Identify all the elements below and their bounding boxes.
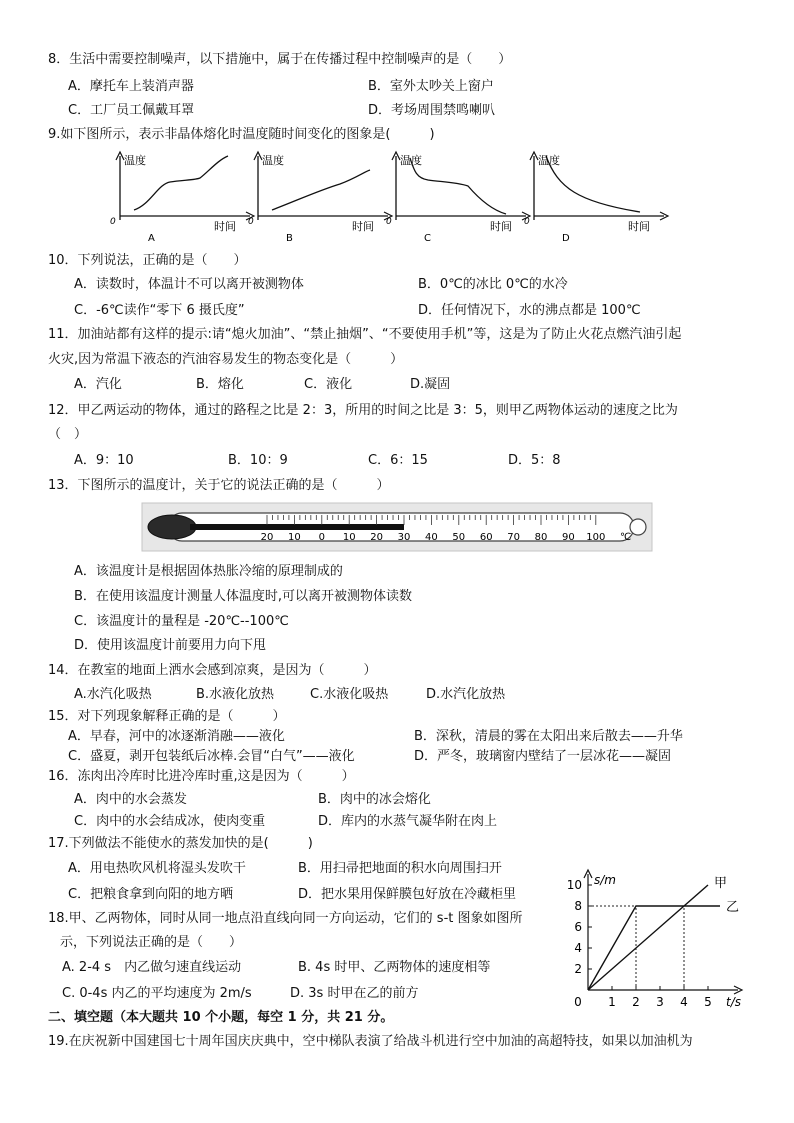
scale-label: 70 bbox=[507, 532, 520, 543]
temperature-curve bbox=[134, 156, 228, 210]
q18-option-a: A. 2-4 s 内乙做匀速直线运动 bbox=[62, 960, 242, 975]
y-axis-label: 温度 bbox=[400, 154, 422, 167]
y-axis-label: 温度 bbox=[538, 154, 560, 167]
q18-stem-line2: 示，下列说法正确的是（ ） bbox=[60, 935, 243, 950]
scale-label: 50 bbox=[452, 532, 466, 543]
q12-stem-line1: 12．甲乙两运动的物体，通过的路程之比是 2：3，所用的时间之比是 3：5，则甲乙两物体运动的速度之比为 bbox=[48, 403, 678, 418]
origin-label: 0 bbox=[386, 217, 392, 227]
scale-label: 30 bbox=[397, 532, 411, 543]
graph-tag: D bbox=[562, 233, 570, 244]
q13-option-a: A．该温度计是根据固体热胀冷缩的原理制成的 bbox=[74, 564, 343, 579]
q13-option-d: D．使用该温度计前要用力向下甩 bbox=[74, 638, 267, 653]
q9-graph-b bbox=[248, 152, 392, 244]
liquid-column bbox=[190, 524, 404, 530]
q19-stem: 19.在庆祝新中国建国七十周年国庆庆典中，空中梯队表演了给战斗机进行空中加油的高超特技，如果以加油机为 bbox=[48, 1034, 693, 1049]
section-2-heading: 二、填空题（本大题共 10 个小题，每空 1 分，共 21 分。 bbox=[48, 1010, 394, 1025]
q15-option-a: A．早春，河中的冰逐渐消融——液化 bbox=[68, 729, 285, 744]
q14-option-a: A.水汽化吸热 bbox=[74, 687, 152, 702]
q10-option-a: A．读数时，体温计不可以离开被测物体 bbox=[74, 277, 304, 292]
y-axis-label: 温度 bbox=[262, 154, 284, 167]
q8-option-d: D．考场周围禁鸣喇叭 bbox=[368, 103, 496, 118]
q8-option-c: C．工厂员工佩戴耳罩 bbox=[68, 103, 195, 118]
scale-label: 10 bbox=[342, 532, 356, 543]
q13-stem: 13．下图所示的温度计，关于它的说法正确的是（ ） bbox=[48, 478, 390, 493]
q15-option-c: C．盛夏，剥开包装纸后冰棒.会冒“白气”——液化 bbox=[68, 749, 355, 764]
q10-option-c: C．-6℃读作“零下 6 摄氏度” bbox=[74, 303, 245, 318]
x-tick-label: 4 bbox=[680, 995, 688, 1009]
q15-option-d: D．严冬，玻璃窗内壁结了一层冰花——凝固 bbox=[414, 749, 672, 764]
q10-option-b: B．0℃的冰比 0℃的水冷 bbox=[418, 277, 568, 292]
q15-option-b: B．深秋，清晨的雾在太阳出来后散去——升华 bbox=[414, 729, 683, 744]
x-tick-label: 3 bbox=[656, 995, 664, 1009]
y-tick-label: 6 bbox=[574, 920, 582, 934]
q12-option-a: A．9：10 bbox=[74, 453, 134, 468]
y-tick-label: 8 bbox=[574, 899, 582, 913]
origin-label: 0 bbox=[248, 217, 254, 227]
q16-option-d: D．库内的水蒸气凝华附在肉上 bbox=[318, 814, 498, 829]
q14-option-b: B.水液化放热 bbox=[196, 687, 275, 702]
q12-option-c: C．6：15 bbox=[368, 453, 428, 468]
y-tick-label: 10 bbox=[566, 878, 582, 892]
scale-label: 20 bbox=[260, 532, 274, 543]
q8-option-b: B．室外太吵关上窗户 bbox=[368, 79, 494, 94]
q11-option-c: C．液化 bbox=[304, 377, 353, 392]
q10-stem: 10．下列说法，正确的是（ ） bbox=[48, 253, 247, 268]
q18-option-c: C. 0-4s 内乙的平均速度为 2m/s bbox=[62, 986, 252, 1001]
q16-stem: 16．冻肉出冷库时比进冷库时重,这是因为（ ） bbox=[48, 769, 355, 784]
q10-option-d: D．任何情况下，水的沸点都是 100℃ bbox=[418, 303, 641, 318]
q12-option-b: B．10：9 bbox=[228, 453, 288, 468]
q8-option-a: A．摩托车上装消声器 bbox=[68, 79, 194, 94]
q9-graph-options bbox=[100, 150, 660, 245]
q17-option-d: D．把水果用保鲜膜包好放在冷藏柜里 bbox=[298, 887, 517, 902]
q11-stem-line1: 11．加油站都有这样的提示:请“熄火加油”、“禁止抽烟”、“不要使用手机”等，这是为了防止火花点燃汽油引起 bbox=[48, 327, 682, 342]
x-axis-label: t/s bbox=[726, 995, 741, 1009]
origin-label: 0 bbox=[574, 995, 582, 1009]
scale-label: 20 bbox=[370, 532, 383, 543]
x-axis-label: 时间 bbox=[352, 220, 374, 233]
q9-graph-c bbox=[386, 152, 530, 244]
scale-label: 40 bbox=[425, 532, 438, 543]
series-line-jia bbox=[588, 885, 708, 990]
s-t-chart bbox=[560, 866, 750, 1009]
q11-stem-line2: 火灾,因为常温下液态的汽油容易发生的物态变化是（ ） bbox=[48, 352, 404, 367]
q9-graph-d bbox=[524, 152, 668, 244]
q9-stem: 9.如下图所示，表示非晶体熔化时温度随时间变化的图象是( ) bbox=[48, 127, 435, 142]
temperature-curve bbox=[546, 156, 640, 212]
q14-option-d: D.水汽化放热 bbox=[426, 687, 506, 702]
origin-label: 0 bbox=[524, 217, 530, 227]
temperature-curve bbox=[410, 158, 506, 214]
q17-option-b: B．用扫帚把地面的积水向周围扫开 bbox=[298, 861, 502, 876]
x-tick-label: 2 bbox=[632, 995, 640, 1009]
q8-stem: 8．生活中需要控制噪声，以下措施中，属于在传播过程中控制噪声的是（ ） bbox=[48, 52, 512, 67]
thermometer-bulb bbox=[148, 515, 196, 539]
q11-option-a: A．汽化 bbox=[74, 377, 122, 392]
y-axis-label: s/m bbox=[594, 873, 616, 887]
y-tick-label: 4 bbox=[574, 941, 582, 955]
q11-option-d: D.凝固 bbox=[410, 377, 451, 392]
q14-option-c: C.水液化吸热 bbox=[310, 687, 389, 702]
q17-option-c: C．把粮食拿到向阳的地方晒 bbox=[68, 887, 234, 902]
scale-label: 100 bbox=[586, 532, 606, 543]
q16-option-a: A．肉中的水会蒸发 bbox=[74, 792, 187, 807]
scale-label: 0 bbox=[318, 532, 325, 543]
q17-option-a: A．用电热吹风机将湿头发吹干 bbox=[68, 861, 246, 876]
q13-option-c: C．该温度计的量程是 -20℃--100℃ bbox=[74, 614, 289, 629]
temperature-curve bbox=[272, 170, 370, 210]
graph-tag: C bbox=[424, 233, 431, 244]
thermometer-figure bbox=[142, 503, 652, 551]
unit-label: ℃ bbox=[620, 532, 632, 543]
q18-stem-line1: 18.甲、乙两物体，同时从同一地点沿直线向同一方向运动，它们的 s-t 图象如图所 bbox=[48, 911, 523, 926]
scale-label: 10 bbox=[288, 532, 301, 543]
q16-option-c: C．肉中的水会结成冰，使肉变重 bbox=[74, 814, 266, 829]
series-label-yi: 乙 bbox=[726, 900, 740, 915]
q13-option-b: B．在使用该温度计测量人体温度时,可以离开被测物体读数 bbox=[74, 589, 413, 604]
series-line-yi bbox=[588, 906, 720, 990]
q15-stem: 15．对下列现象解释正确的是（ ） bbox=[48, 709, 286, 724]
q18-option-b: B. 4s 时甲、乙两物体的速度相等 bbox=[298, 960, 491, 975]
x-tick-label: 1 bbox=[608, 995, 616, 1009]
x-axis-label: 时间 bbox=[214, 220, 236, 233]
scale-label: 80 bbox=[534, 532, 548, 543]
q16-option-b: B．肉中的冰会熔化 bbox=[318, 792, 431, 807]
q14-stem: 14．在教室的地面上洒水会感到凉爽，是因为（ ） bbox=[48, 663, 377, 678]
q11-option-b: B．熔化 bbox=[196, 377, 244, 392]
thermometer-end-cap bbox=[630, 519, 646, 535]
series-label-jia: 甲 bbox=[714, 876, 728, 891]
x-axis-label: 时间 bbox=[628, 220, 650, 233]
q12-option-d: D．5：8 bbox=[508, 453, 561, 468]
q12-stem-line2: （ ） bbox=[48, 427, 88, 442]
graph-tag: B bbox=[286, 233, 293, 244]
q17-stem: 17.下列做法不能使水的蒸发加快的是( ) bbox=[48, 836, 313, 851]
origin-label: 0 bbox=[110, 217, 116, 227]
scale-label: 90 bbox=[562, 532, 575, 543]
y-tick-label: 2 bbox=[574, 962, 582, 976]
x-tick-label: 5 bbox=[704, 995, 712, 1009]
q18-option-d: D. 3s 时甲在乙的前方 bbox=[290, 986, 419, 1001]
scale-label: 60 bbox=[479, 532, 493, 543]
y-axis-label: 温度 bbox=[124, 154, 146, 167]
graph-tag: A bbox=[148, 233, 155, 244]
x-axis-label: 时间 bbox=[490, 220, 512, 233]
q9-graph-a bbox=[110, 152, 254, 244]
